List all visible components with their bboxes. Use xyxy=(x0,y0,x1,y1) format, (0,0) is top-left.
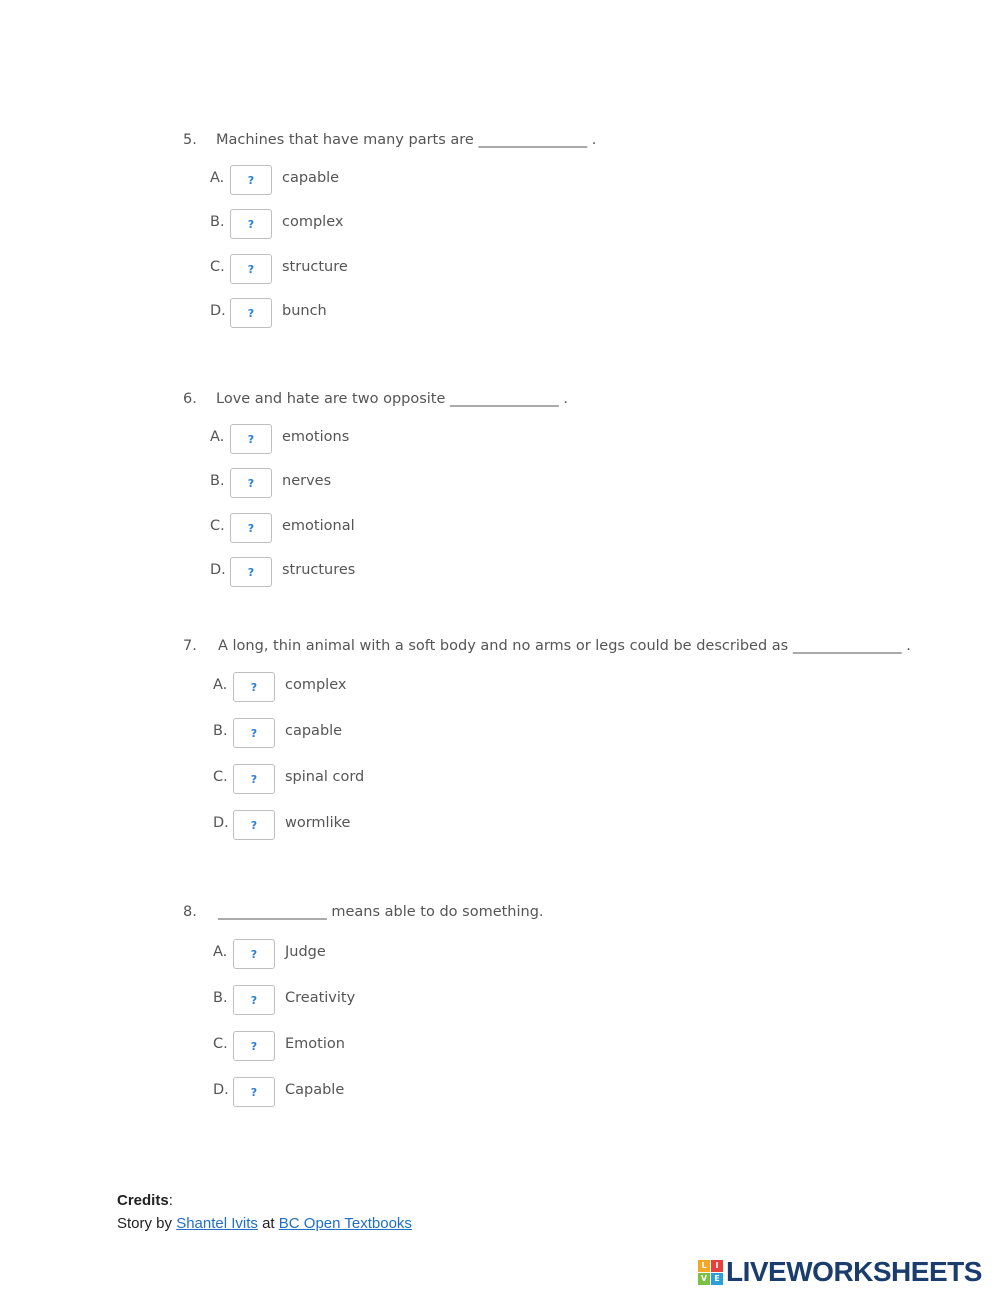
option-letter: A. xyxy=(213,944,228,960)
question-text: Machines that have many parts are _______________ . xyxy=(216,132,597,148)
answer-box[interactable]: ? xyxy=(230,424,272,454)
question-5 xyxy=(183,131,963,320)
answer-box[interactable]: ? xyxy=(233,985,275,1015)
option-letter: B. xyxy=(210,214,225,230)
answer-box[interactable]: ? xyxy=(230,298,272,328)
option-text: capable xyxy=(282,170,340,186)
option-letter: D. xyxy=(213,815,229,831)
answer-box[interactable]: ? xyxy=(233,810,275,840)
answer-box[interactable]: ? xyxy=(233,939,275,969)
option-letter: C. xyxy=(213,769,228,785)
question-prompt xyxy=(183,637,963,655)
question-prompt xyxy=(183,390,963,408)
credits-block xyxy=(117,1189,412,1235)
option-text: emotions xyxy=(282,429,350,445)
option-text: Judge xyxy=(285,944,326,960)
question-8 xyxy=(183,903,963,1099)
answer-box[interactable]: ? xyxy=(233,1031,275,1061)
question-text: A long, thin animal with a soft body and no arms or legs could be described as _______________ . xyxy=(218,638,911,654)
answer-box[interactable]: ? xyxy=(230,557,272,587)
answer-box[interactable]: ? xyxy=(230,165,272,195)
option-text: wormlike xyxy=(285,815,351,831)
option-text: Emotion xyxy=(285,1036,345,1052)
question-number: 5. xyxy=(183,132,197,148)
option-letter: A. xyxy=(210,170,225,186)
credits-line xyxy=(117,1212,412,1235)
option-text: Creativity xyxy=(285,990,356,1006)
option-text: nerves xyxy=(282,473,332,489)
answer-box[interactable]: ? xyxy=(230,513,272,543)
logo-block-l: L xyxy=(698,1260,710,1272)
answer-box[interactable]: ? xyxy=(233,718,275,748)
logo-block-i: I xyxy=(711,1260,723,1272)
question-number: 7. xyxy=(183,638,197,654)
option-text: Capable xyxy=(285,1082,345,1098)
author-link[interactable]: Shantel Ivits xyxy=(176,1215,258,1232)
option-letter: A. xyxy=(213,677,228,693)
option-letter: A. xyxy=(210,429,225,445)
credits-colon: : xyxy=(168,1192,173,1209)
question-7 xyxy=(183,637,963,832)
question-text: _______________ means able to do something. xyxy=(218,904,544,920)
option-letter: D. xyxy=(213,1082,229,1098)
answer-box[interactable]: ? xyxy=(230,254,272,284)
question-text: Love and hate are two opposite _______________ . xyxy=(216,391,568,407)
option-text: complex xyxy=(282,214,344,230)
answer-box[interactable]: ? xyxy=(233,764,275,794)
question-number: 6. xyxy=(183,391,197,407)
question-6 xyxy=(183,390,963,579)
logo-blocks-icon xyxy=(698,1260,723,1285)
option-text: emotional xyxy=(282,518,355,534)
option-text: complex xyxy=(285,677,347,693)
option-text: structures xyxy=(282,562,356,578)
liveworksheets-logo xyxy=(698,1256,982,1288)
credits-heading xyxy=(117,1189,412,1212)
answer-box[interactable]: ? xyxy=(233,672,275,702)
option-letter: C. xyxy=(213,1036,228,1052)
option-letter: C. xyxy=(210,259,225,275)
option-letter: B. xyxy=(210,473,225,489)
question-prompt xyxy=(183,903,963,921)
option-letter: C. xyxy=(210,518,225,534)
option-text: bunch xyxy=(282,303,327,319)
option-letter: D. xyxy=(210,562,226,578)
logo-block-e: E xyxy=(711,1273,723,1285)
option-letter: B. xyxy=(213,990,228,1006)
option-text: spinal cord xyxy=(285,769,365,785)
credits-middle: at xyxy=(262,1215,275,1232)
logo-block-v: V xyxy=(698,1273,710,1285)
credits-label: Credits xyxy=(117,1192,169,1209)
source-link[interactable]: BC Open Textbooks xyxy=(278,1215,412,1232)
credits-prefix: Story by xyxy=(117,1215,173,1232)
answer-box[interactable]: ? xyxy=(230,468,272,498)
option-text: capable xyxy=(285,723,343,739)
logo-text: LIVEWORKSHEETS xyxy=(726,1256,982,1287)
option-letter: B. xyxy=(213,723,228,739)
option-letter: D. xyxy=(210,303,226,319)
question-number: 8. xyxy=(183,904,197,920)
option-text: structure xyxy=(282,259,348,275)
question-prompt xyxy=(183,131,963,149)
answer-box[interactable]: ? xyxy=(230,209,272,239)
answer-box[interactable]: ? xyxy=(233,1077,275,1107)
